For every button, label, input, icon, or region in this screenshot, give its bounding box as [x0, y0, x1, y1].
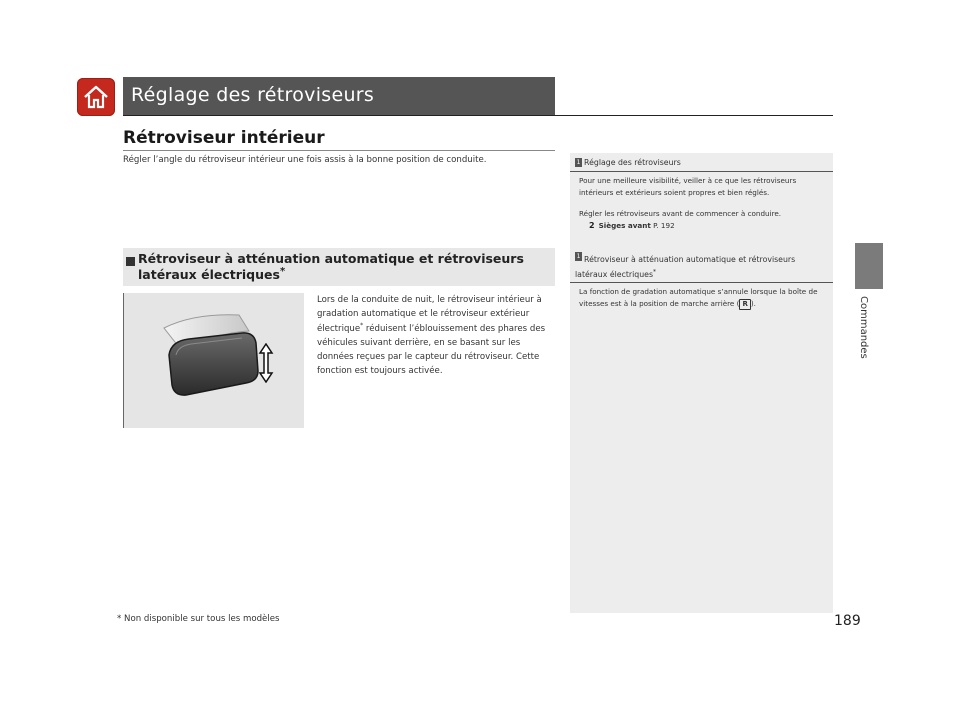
home-icon	[82, 83, 110, 111]
body-star: *	[360, 321, 364, 329]
page-title: Réglage des rétroviseurs	[131, 84, 375, 106]
note-2-text-part2: ).	[750, 298, 756, 308]
up-down-arrow-icon	[258, 343, 274, 383]
mirror-adjust-icon	[124, 293, 304, 428]
chapter-tab-label	[858, 296, 872, 366]
xref-page: P. 192	[653, 220, 675, 230]
bullet-square-icon	[126, 257, 135, 266]
mirror-illustration	[123, 293, 304, 428]
body-text-part1: Lors de la conduite de nuit, le rétroviseur intérieur à gradation automatique et le rétroviseur extérieur électrique	[317, 295, 542, 334]
footnote: * Non disponible sur tous les modèles	[117, 614, 280, 624]
subsection-title	[138, 251, 553, 283]
chapter-tab[interactable]	[855, 243, 883, 289]
chapter-tab-text: Commandes	[858, 296, 869, 359]
note-number-icon: 1	[576, 159, 581, 166]
home-button[interactable]	[77, 78, 115, 116]
note-1-title	[575, 158, 681, 167]
note-1-divider	[570, 171, 833, 172]
note-2-divider	[570, 282, 833, 283]
subsection-header	[123, 248, 555, 286]
xref-label: Sièges avant	[598, 220, 651, 230]
note-1-title-text: Réglage des rétroviseurs	[584, 158, 681, 167]
section-intro: Régler l’angle du rétroviseur intérieur une fois assis à la bonne position de conduite.	[123, 155, 487, 165]
note-1-xref[interactable]	[579, 220, 824, 232]
gear-r-icon: R	[739, 299, 750, 310]
note-2-title	[575, 252, 825, 282]
subsection-body	[317, 293, 555, 379]
page-number: 189	[834, 613, 861, 629]
note-2-title-text: Rétroviseur à atténuation automatique et rétroviseurs latéraux électriques	[575, 255, 796, 279]
subsection-star: *	[279, 265, 286, 277]
section-title: Rétroviseur intérieur	[123, 128, 325, 148]
body-text-part2: réduisent l’éblouissement des phares des véhicules suivant derrière, en se basant sur les données reçues par le capteur du rétroviseur. Cette fonction est toujours activée.	[317, 323, 546, 377]
cross-reference-icon: 2	[589, 220, 595, 230]
note-1-para1: Pour une meilleure visibilité, veiller à ce que les rétroviseurs intérieurs et extérieurs soient propres et bien réglés.	[579, 176, 797, 197]
note-1-para2: Régler les rétroviseurs avant de commencer à conduire.	[579, 209, 782, 218]
note-1-body	[579, 175, 824, 231]
note-2-text-part1: La fonction de gradation automatique s’annule lorsque la boîte de vitesses est à la position de marche arrière (	[579, 287, 818, 308]
note-2-body	[579, 286, 824, 310]
title-divider	[123, 115, 833, 116]
note-number-icon: 1	[576, 253, 581, 260]
note-2-star: *	[653, 268, 657, 276]
subsection-title-text: Rétroviseur à atténuation automatique et rétroviseurs latéraux électriques	[138, 251, 524, 282]
section-divider	[123, 150, 555, 151]
chapter-title-bar	[123, 77, 555, 115]
